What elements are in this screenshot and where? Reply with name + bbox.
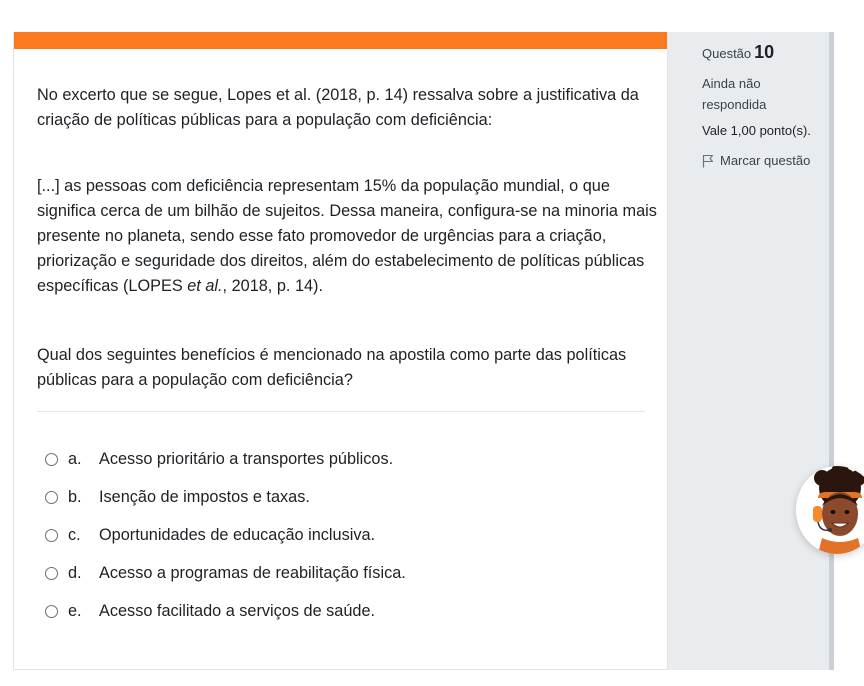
flag-question-label[interactable]: Marcar questão <box>720 153 811 168</box>
question-info-panel <box>668 32 834 670</box>
radio-button[interactable] <box>45 605 58 618</box>
radio-button[interactable] <box>45 491 58 504</box>
question-intro: No excerto que se segue, Lopes et al. (2018, p. 14) ressalva sobre a justificativa da criação de políticas públicas para a população com deficiência: <box>37 86 639 129</box>
option-letter: e. <box>68 601 82 620</box>
divider <box>37 411 645 412</box>
question-label: Questão <box>702 46 752 61</box>
option-letter: a. <box>68 449 82 468</box>
question-card <box>13 32 668 670</box>
option-letter: d. <box>68 563 82 582</box>
answer-option-b[interactable] <box>45 478 406 516</box>
option-letter: c. <box>68 525 81 544</box>
accent-bar <box>14 32 667 49</box>
answer-option-d[interactable] <box>45 554 406 592</box>
option-text[interactable]: Acesso facilitado a serviços de saúde. <box>99 601 376 620</box>
quote-text: [...] as pessoas com deficiência representam 15% da população mundial, o que significa cerca de um bilhão de sujeitos. Dessa maneira, configura-se na minoria mais presente no planeta, sendo esse fato promovedor de urgências para a criação, priorização e seguridade dos direitos, além do estabelecimento de políticas públicas específicas (LOPES <box>37 177 657 295</box>
option-text[interactable]: Oportunidades de educação inclusiva. <box>99 525 376 544</box>
answer-options <box>45 440 406 630</box>
option-letter: b. <box>68 487 82 506</box>
question-grade: Vale 1,00 ponto(s). <box>702 123 811 138</box>
quote-citation: , 2018, p. 14). <box>222 277 324 295</box>
answer-option-e[interactable] <box>45 592 406 630</box>
quote-emphasis: et al. <box>187 277 223 295</box>
question-number-value: 10 <box>754 42 775 62</box>
flag-icon <box>702 154 714 168</box>
answer-option-c[interactable] <box>45 516 406 554</box>
flag-question-link[interactable] <box>702 153 810 168</box>
radio-button[interactable] <box>45 453 58 466</box>
option-text[interactable]: Acesso prioritário a transportes públicos. <box>99 449 394 468</box>
answer-option-a[interactable] <box>45 440 406 478</box>
option-text[interactable]: Acesso a programas de reabilitação física. <box>99 563 406 582</box>
radio-button[interactable] <box>45 529 58 542</box>
answer-status: Ainda não respondida <box>702 76 767 112</box>
radio-button[interactable] <box>45 567 58 580</box>
option-text[interactable]: Isenção de impostos e taxas. <box>99 487 310 506</box>
question-number <box>702 42 774 63</box>
question-quote <box>37 174 657 299</box>
question-prompt: Qual dos seguintes benefícios é mencionado na apostila como parte das políticas públicas para a população com deficiência? <box>37 346 627 389</box>
